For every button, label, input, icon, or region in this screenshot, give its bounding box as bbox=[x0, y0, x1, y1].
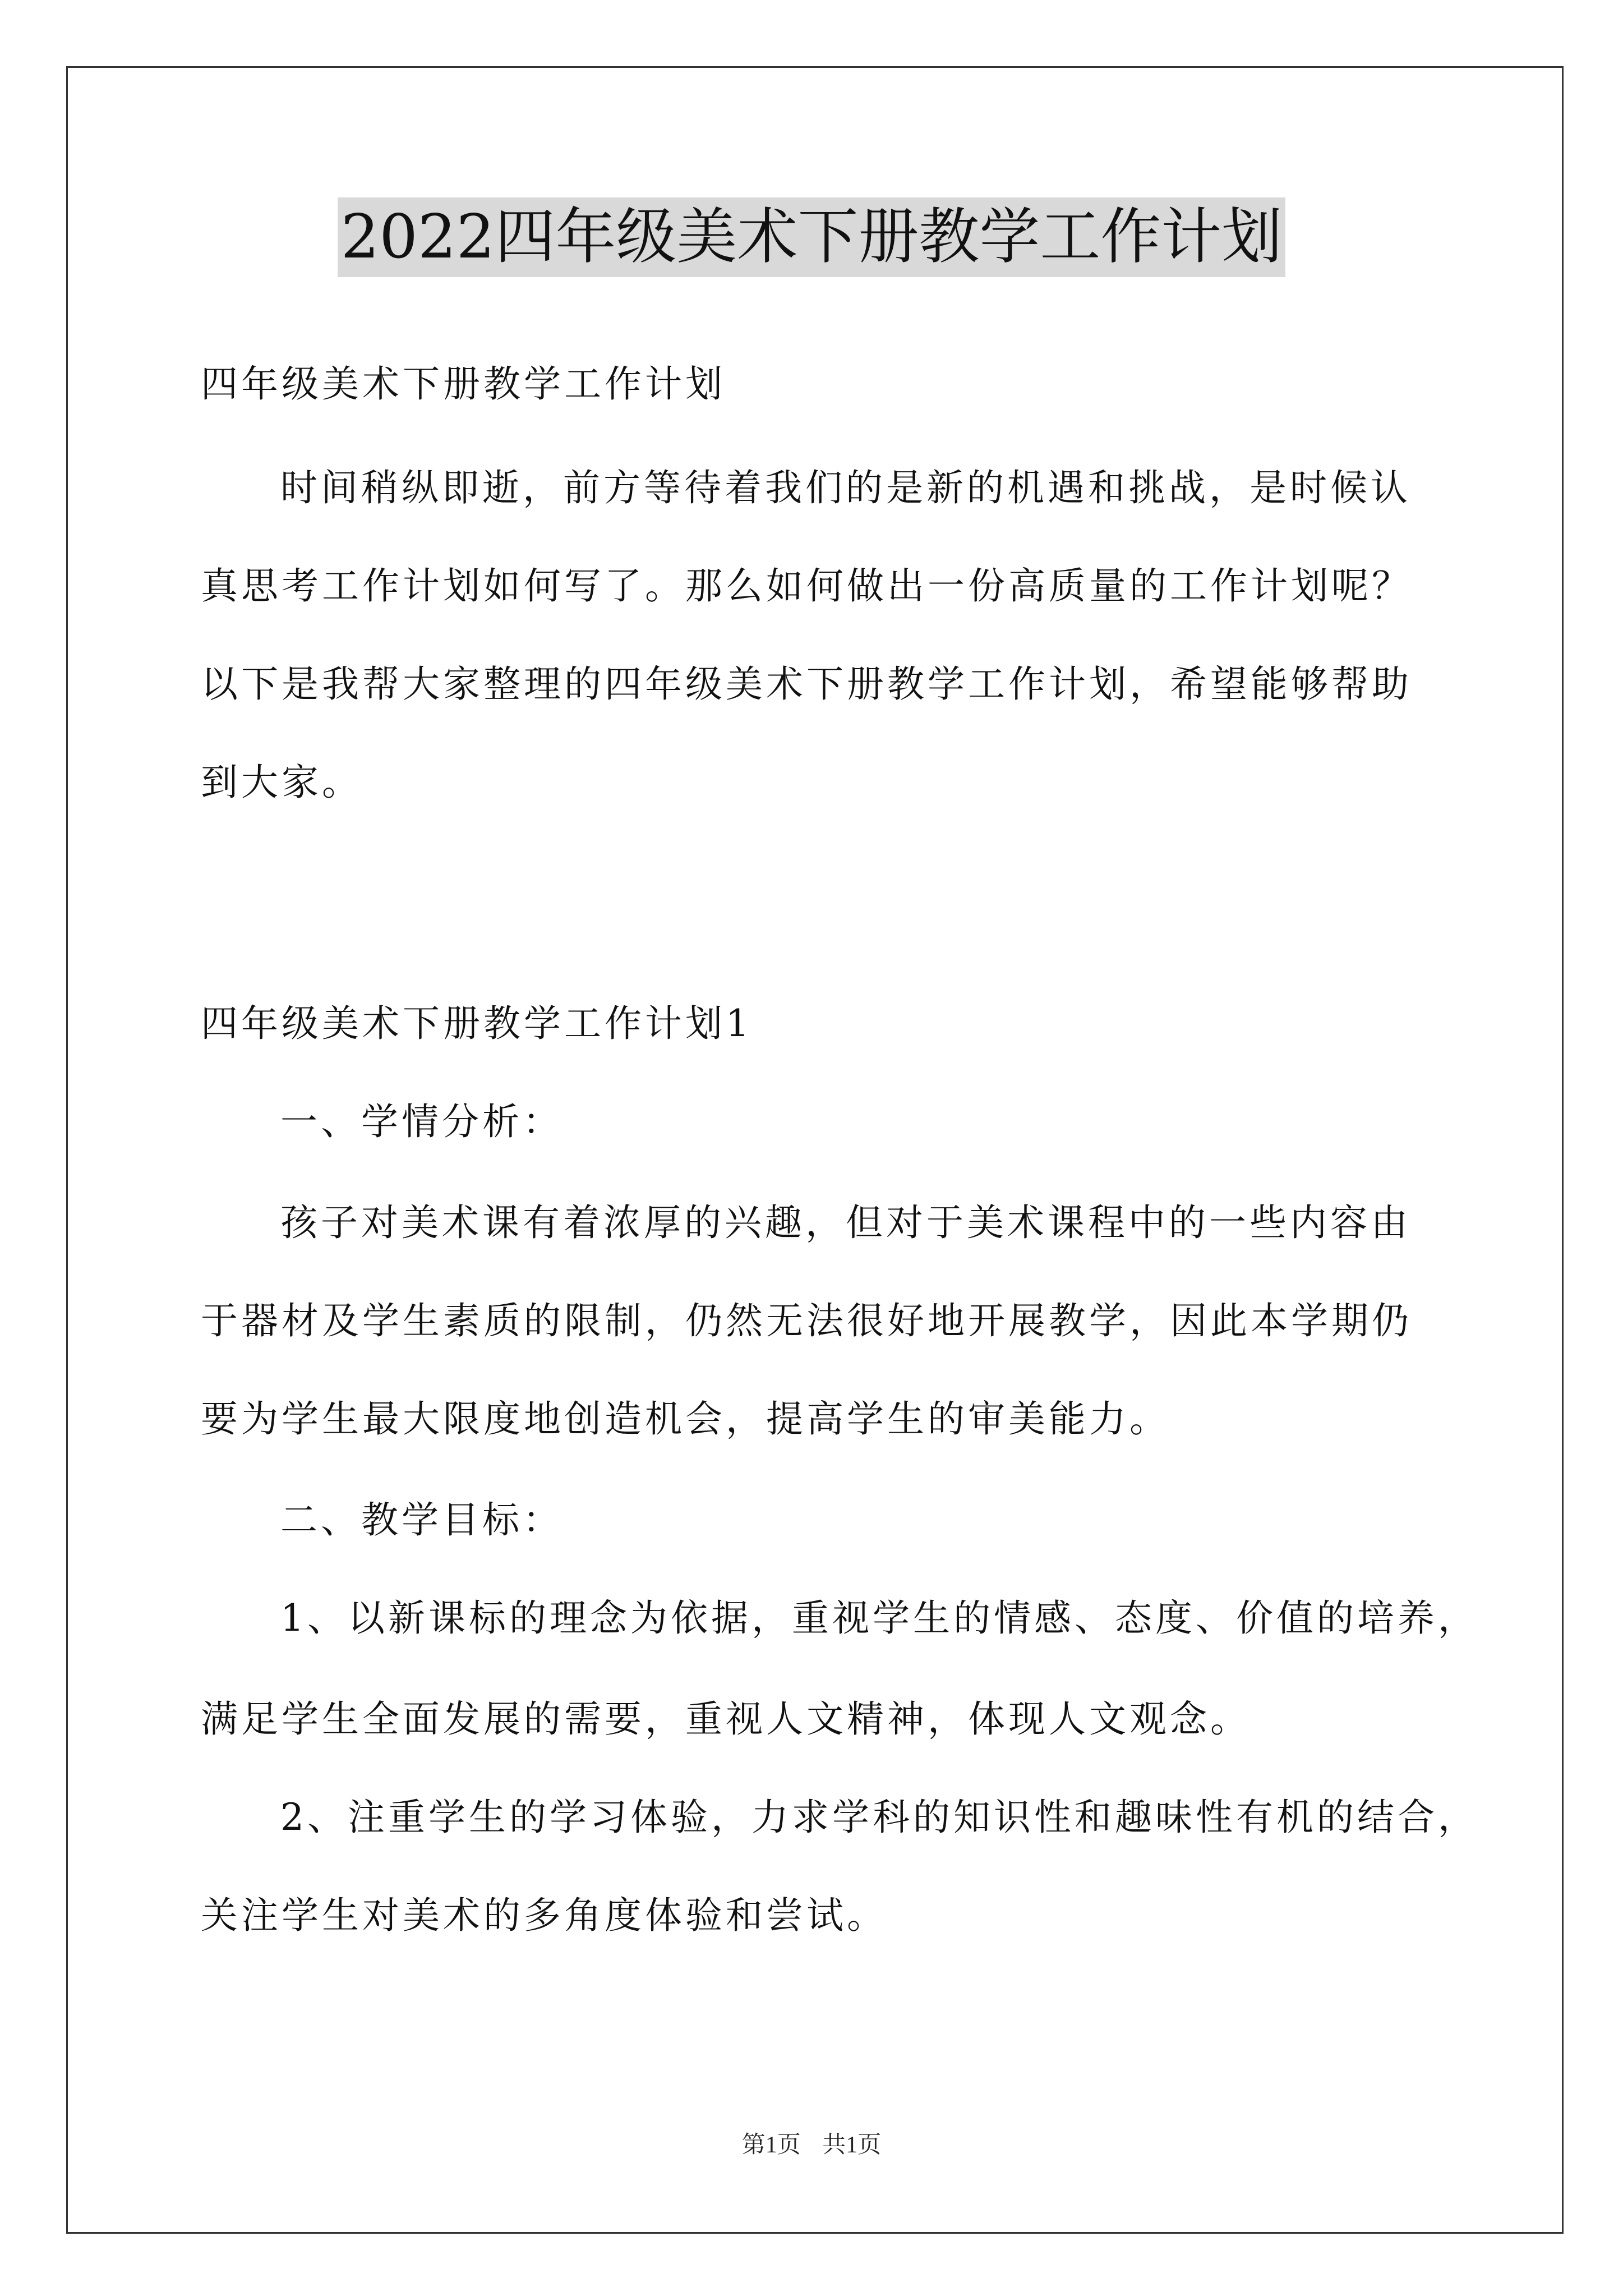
subsection-heading: 一、学情分析： bbox=[280, 1100, 563, 1143]
paragraph-line: 满足学生全面发展的需要，重视人文精神，体现人文观念。 bbox=[201, 1697, 1251, 1741]
paragraph-line: 于器材及学生素质的限制，仍然无法很好地开展教学，因此本学期仍 bbox=[201, 1299, 1412, 1342]
section-heading: 四年级美术下册教学工作计划1 bbox=[201, 1002, 753, 1045]
paragraph-line: 孩子对美术课有着浓厚的兴趣，但对于美术课程中的一些内容由 bbox=[280, 1201, 1411, 1244]
page-total: 共1页 bbox=[822, 2132, 882, 2158]
paragraph-line: 时间稍纵即逝，前方等待着我们的是新的机遇和挑战，是时候认 bbox=[280, 466, 1411, 509]
page-footer bbox=[0, 2129, 1623, 2161]
document-title: 2022四年级美术下册教学工作计划 bbox=[338, 197, 1286, 277]
paragraph-line: 真思考工作计划如何写了。那么如何做出一份高质量的工作计划呢？ bbox=[201, 564, 1412, 608]
page-number: 第1页 bbox=[741, 2132, 801, 2158]
title-container bbox=[0, 197, 1623, 277]
paragraph-line: 以下是我帮大家整理的四年级美术下册教学工作计划，希望能够帮助 bbox=[201, 662, 1412, 706]
paragraph-line: 关注学生对美术的多角度体验和尝试。 bbox=[201, 1894, 887, 1937]
paragraph-line: 要为学生最大限度地创造机会，提高学生的审美能力。 bbox=[201, 1397, 1170, 1441]
paragraph-line: 1、以新课标的理念为依据，重视学生的情感、态度、价值的培养， bbox=[280, 1596, 1478, 1640]
paragraph-line: 2、注重学生的学习体验，力求学科的知识性和趣味性有机的结合， bbox=[280, 1796, 1478, 1839]
section-heading: 四年级美术下册教学工作计划 bbox=[201, 362, 726, 406]
paragraph-line: 到大家。 bbox=[201, 761, 362, 804]
subsection-heading: 二、教学目标： bbox=[280, 1498, 563, 1542]
